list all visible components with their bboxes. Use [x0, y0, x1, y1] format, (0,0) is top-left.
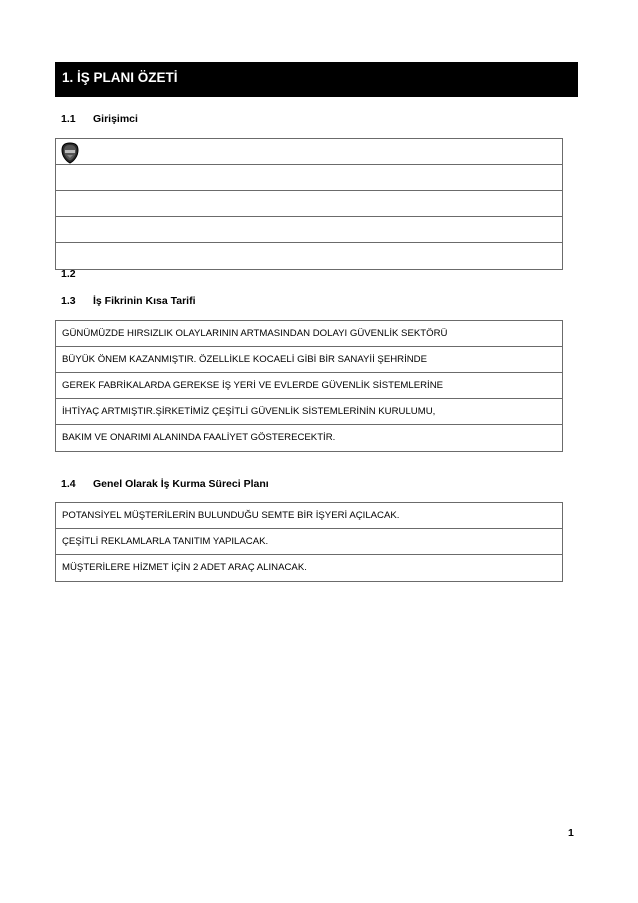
table-row — [56, 165, 562, 191]
page-number: 1 — [568, 827, 574, 839]
table-cell: GEREK FABRİKALARDA GEREKSE İŞ YERİ VE EVLERDE GÜVENLİK SİSTEMLERİNE — [62, 380, 444, 391]
section-number: 1.1 — [61, 113, 76, 125]
section-1-2-heading — [61, 268, 93, 280]
section-header-bar — [55, 62, 578, 97]
table-row — [56, 425, 562, 451]
table-row — [56, 399, 562, 425]
section-1-4-heading — [61, 478, 269, 490]
process-plan-table — [55, 502, 563, 582]
table-row — [56, 503, 562, 529]
section-title: İş Fikrinin Kısa Tarifi — [93, 295, 196, 307]
table-row — [56, 243, 562, 269]
table-cell: BAKIM VE ONARIMI ALANINDA FAALİYET GÖSTERECEKTİR. — [62, 432, 336, 443]
table-cell: MÜŞTERİLERE HİZMET İÇİN 2 ADET ARAÇ ALINACAK. — [62, 562, 307, 573]
table-row — [56, 529, 562, 555]
section-header-title: 1. İŞ PLANI ÖZETİ — [62, 70, 178, 85]
entrepreneur-table — [55, 138, 563, 270]
table-cell: BÜYÜK ÖNEM KAZANMIŞTIR. ÖZELLİKLE KOCAELİ GİBİ BİR SANAYİİ ŞEHRİNDE — [62, 354, 428, 365]
section-title: Girişimci — [93, 113, 138, 125]
table-row — [56, 217, 562, 243]
section-number: 1.4 — [61, 478, 76, 490]
table-cell: İHTİYAÇ ARTMIŞTIR.ŞİRKETİMİZ ÇEŞİTLİ GÜVENLİK SİSTEMLERİNİN KURULUMU, — [62, 406, 436, 417]
table-row — [56, 191, 562, 217]
table-cell: ÇEŞİTLİ REKLAMLARLA TANITIM YAPILACAK. — [62, 536, 269, 547]
table-row — [56, 347, 562, 373]
section-1-1-heading — [61, 113, 138, 125]
table-cell: GÜNÜMÜZDE HIRSIZLIK OLAYLARININ ARTMASINDAN DOLAYI GÜVENLİK SEKTÖRÜ — [62, 328, 448, 339]
table-row — [56, 321, 562, 347]
table-row — [56, 555, 562, 581]
section-title: Genel Olarak İş Kurma Süreci Planı — [93, 478, 269, 490]
section-number: 1.2 — [61, 268, 76, 280]
shield-logo-icon — [60, 142, 80, 164]
table-cell: POTANSİYEL MÜŞTERİLERİN BULUNDUĞU SEMTE BİR İŞYERİ AÇILACAK. — [62, 510, 400, 521]
table-row — [56, 139, 562, 165]
table-row — [56, 373, 562, 399]
business-idea-table — [55, 320, 563, 452]
section-1-3-heading — [61, 295, 196, 307]
section-number: 1.3 — [61, 295, 76, 307]
